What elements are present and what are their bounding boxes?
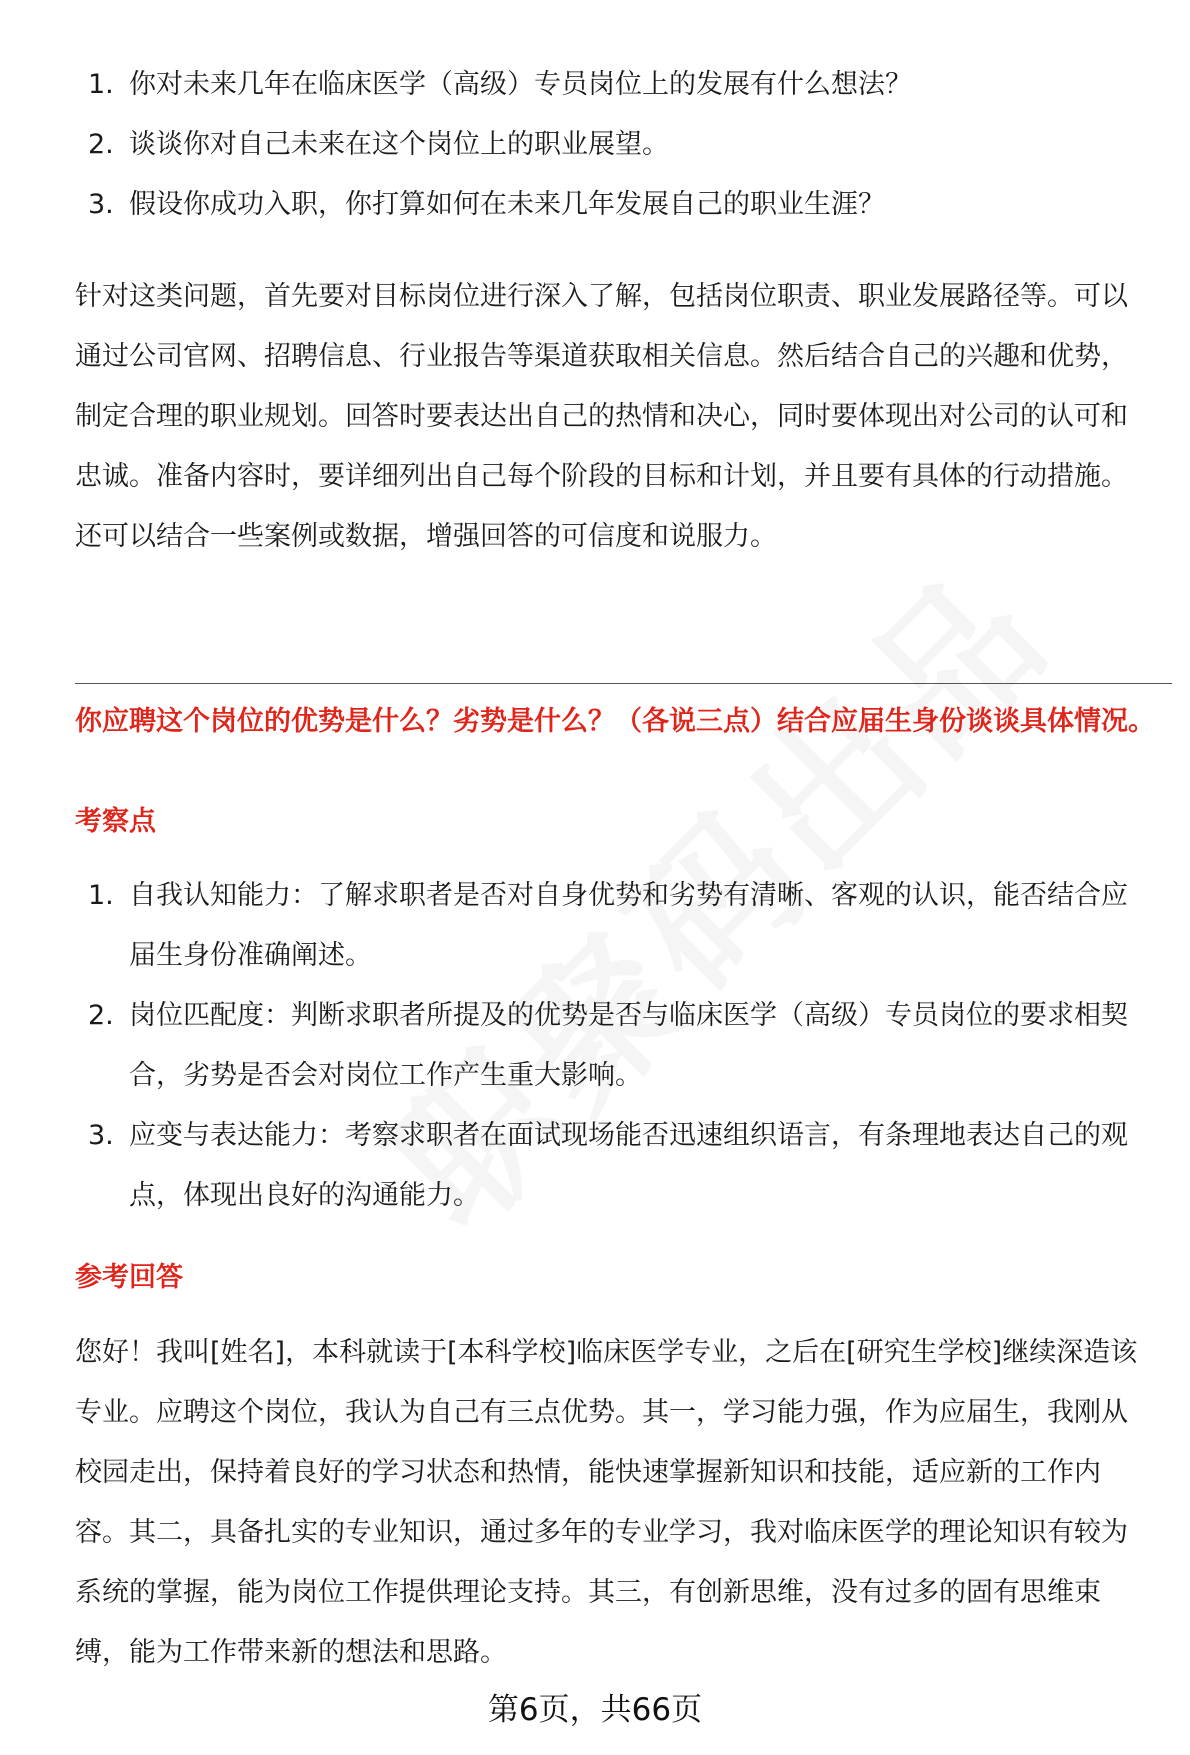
list-number: 2. (88, 129, 114, 160)
list-item (75, 115, 1145, 175)
list-text: 谈谈你对自己未来在这个岗位上的职业展望。 (129, 129, 669, 160)
question-title: 你应聘这个岗位的优势是什么？劣势是什么？（各说三点）结合应届生身份谈谈具体情况。 (75, 706, 1155, 737)
section-heading-assessment: 考察点 (75, 806, 156, 837)
list-text: 你对未来几年在临床医学（高级）专员岗位上的发展有什么想法？ (129, 69, 912, 100)
list-number: 3. (88, 1120, 114, 1151)
list-item (75, 866, 1145, 986)
list-text: 应变与表达能力：考察求职者在面试现场能否迅速组织语言，有条理地表达自己的观点，体现出良好的沟通能力。 (129, 1120, 1128, 1211)
assessment-list (75, 866, 1145, 1226)
list-text: 自我认知能力：了解求职者是否对自身优势和劣势有清晰、客观的认识，能否结合应届生身份准确阐述。 (129, 880, 1128, 971)
list-item (75, 986, 1145, 1106)
list-text: 岗位匹配度：判断求职者所提及的优势是否与临床医学（高级）专员岗位的要求相契合，劣势是否会对岗位工作产生重大影响。 (129, 1000, 1128, 1091)
list-number: 1. (88, 880, 114, 911)
list-text: 假设你成功入职，你打算如何在未来几年发展自己的职业生涯？ (129, 189, 885, 220)
list-number: 3. (88, 189, 114, 220)
section-divider (75, 683, 1172, 684)
section-heading-reference: 参考回答 (75, 1262, 183, 1293)
advice-paragraph: 针对这类问题，首先要对目标岗位进行深入了解，包括岗位职责、职业发展路径等。可以通过公司官网、招聘信息、行业报告等渠道获取相关信息。然后结合自己的兴趣和优势，制定合理的职业规划。回答时要表达出自己的热情和决心，同时要体现出对公司的认可和忠诚。准备内容时，要详细列出自己每个阶段的目标和计划，并且要有具体的行动措施。还可以结合一些案例或数据，增强回答的可信度和说服力。 (75, 281, 1128, 552)
page-number: 第6页，共66页 (487, 1692, 703, 1728)
list-number: 2. (88, 1000, 114, 1031)
list-number: 1. (88, 69, 114, 100)
reference-answer: 您好！我叫[姓名]，本科就读于[本科学校]临床医学专业，之后在[研究生学校]继续深造该专业。应聘这个岗位，我认为自己有三点优势。其一，学习能力强，作为应届生，我刚从校园走出，保持着良好的学习状态和热情，能快速掌握新知识和技能，适应新的工作内容。其二，具备扎实的专业知识，通过多年的专业学习，我对临床医学的理论知识有较为系统的掌握，能为岗位工作提供理论支持。其三，有创新思维，没有过多的固有思维束缚，能为工作带来新的想法和思路。 (75, 1337, 1138, 1668)
question-list (75, 55, 1145, 235)
list-item (75, 1106, 1145, 1226)
list-item (75, 175, 1145, 235)
list-item (75, 55, 1145, 115)
